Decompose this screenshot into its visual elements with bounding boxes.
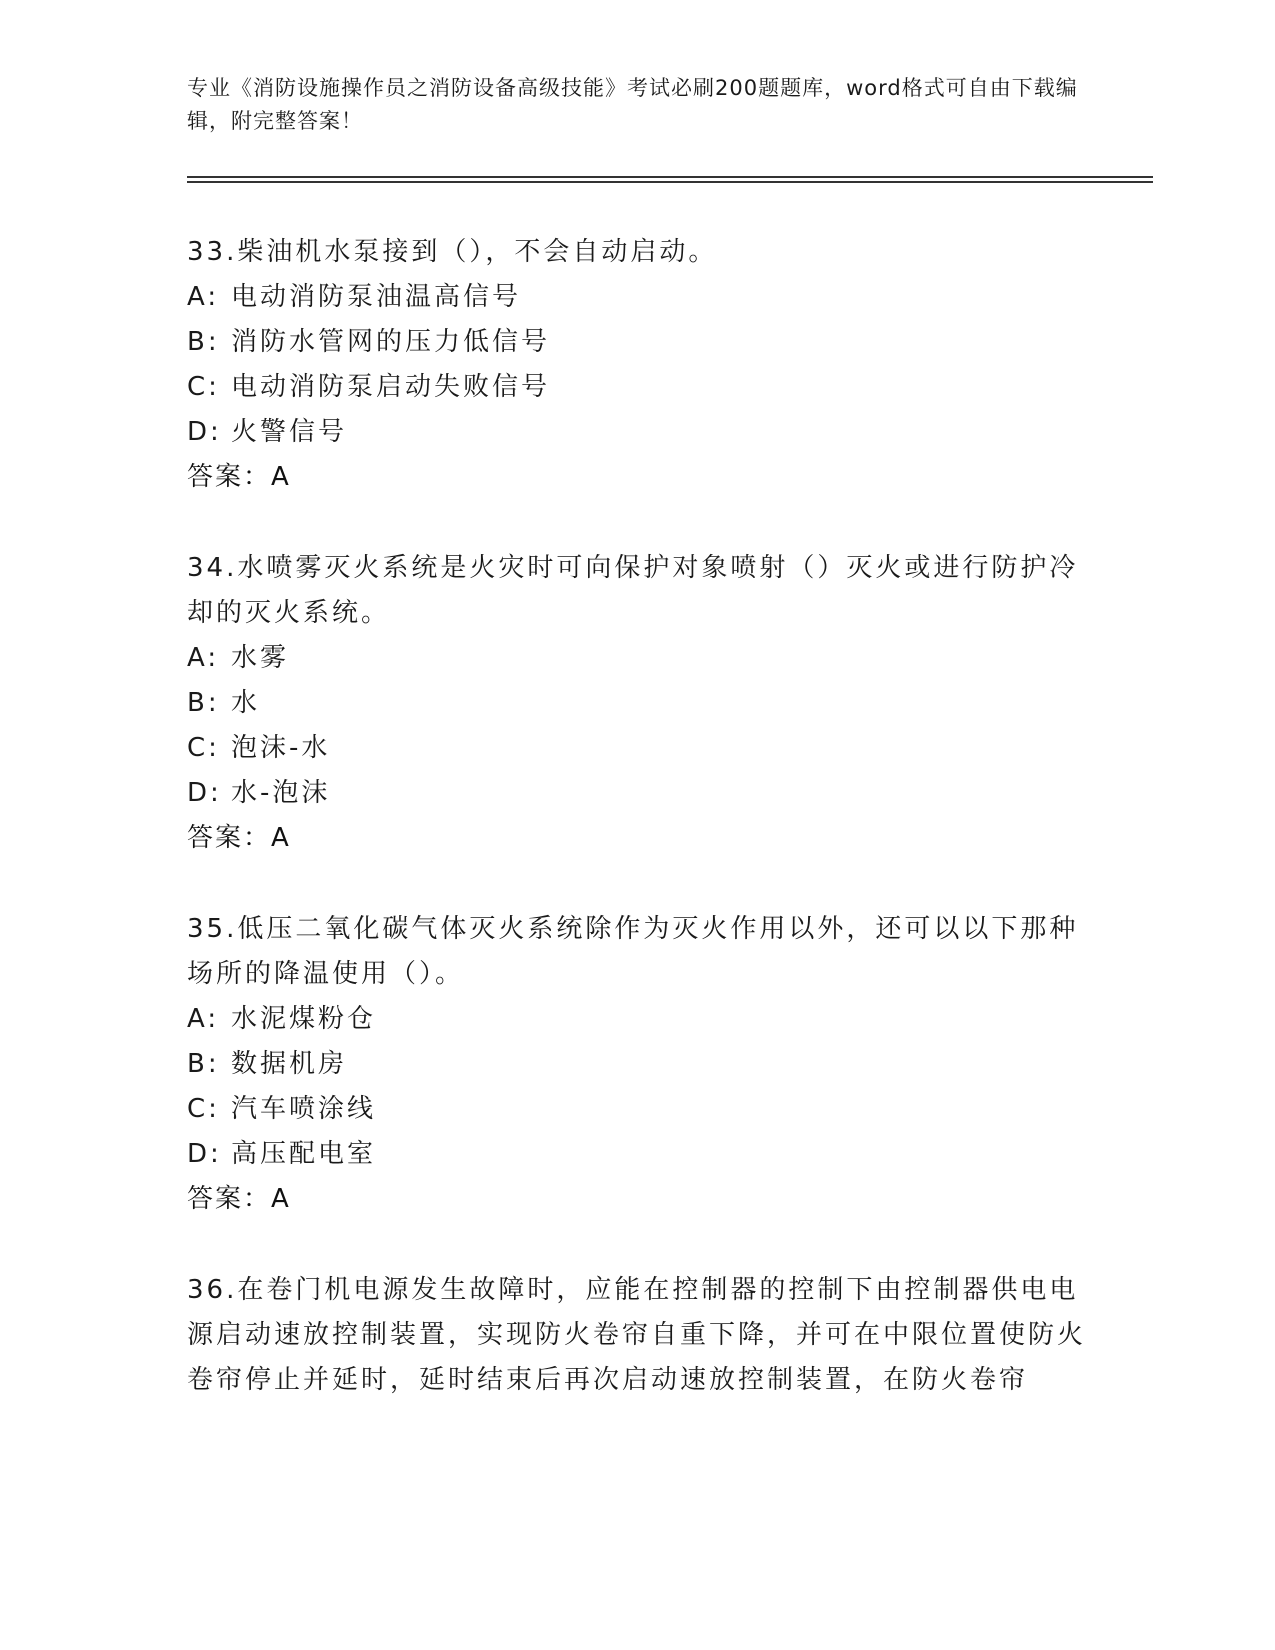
option-a — [187, 636, 1087, 681]
question-36 — [187, 1268, 1087, 1403]
option-text: 消防水管网的压力低信号 — [231, 327, 551, 357]
document-header: 专业《消防设施操作员之消防设备高级技能》考试必刷200题题库，word格式可自由下载编辑，附完整答案！ — [187, 76, 1078, 133]
question-stem: 33.柴油机水泵接到（），不会自动启动。 — [187, 237, 718, 267]
question-33 — [187, 230, 1087, 500]
question-34 — [187, 546, 1087, 861]
option-key: D: — [187, 778, 222, 808]
option-c — [187, 726, 1087, 771]
option-a — [187, 275, 1087, 320]
question-stem: 36.在卷门机电源发生故障时，应能在控制器的控制下由控制器供电电源启动速放控制装置，实现防火卷帘自重下降，并可在中限位置使防火卷帘停止并延时，延时结束后再次启动速放控制装置，在防火卷帘 — [187, 1275, 1087, 1395]
option-b — [187, 320, 1087, 365]
question-35 — [187, 907, 1087, 1222]
option-key: A: — [187, 1004, 220, 1034]
option-text: 数据机房 — [231, 1049, 348, 1079]
option-text: 汽车喷涂线 — [231, 1094, 377, 1124]
option-b — [187, 1042, 1087, 1087]
question-list — [187, 230, 1087, 1449]
question-stem: 35.低压二氧化碳气体灭火系统除作为灭火作用以外，还可以以下那种场所的降温使用（）。 — [187, 914, 1079, 989]
option-key: C: — [187, 733, 220, 763]
option-key: A: — [187, 282, 220, 312]
option-d — [187, 410, 1087, 455]
option-key: B: — [187, 1049, 220, 1079]
answer-line: 答案：A — [187, 462, 291, 492]
option-text: 泡沫-水 — [231, 733, 331, 763]
option-key: D: — [187, 417, 222, 447]
option-key: C: — [187, 1094, 220, 1124]
option-text: 火警信号 — [231, 417, 348, 447]
option-c — [187, 365, 1087, 410]
option-text: 水-泡沫 — [231, 778, 331, 808]
option-text: 电动消防泵启动失败信号 — [231, 372, 551, 402]
question-stem: 34.水喷雾灭火系统是火灾时可向保护对象喷射（）灭火或进行防护冷却的灭火系统。 — [187, 553, 1079, 628]
option-c — [187, 1087, 1087, 1132]
option-text: 水雾 — [231, 643, 290, 673]
header-divider-bottom — [187, 181, 1153, 183]
option-text: 水 — [231, 688, 261, 718]
option-d — [187, 1132, 1087, 1177]
header-divider-top — [187, 176, 1153, 178]
option-text: 电动消防泵油温高信号 — [231, 282, 522, 312]
option-key: C: — [187, 372, 220, 402]
option-text: 高压配电室 — [231, 1139, 377, 1169]
option-b — [187, 681, 1087, 726]
option-key: D: — [187, 1139, 222, 1169]
option-d — [187, 771, 1087, 816]
option-key: B: — [187, 327, 220, 357]
option-key: A: — [187, 643, 220, 673]
answer-line: 答案：A — [187, 1184, 291, 1214]
option-key: B: — [187, 688, 220, 718]
answer-line: 答案：A — [187, 823, 291, 853]
option-a — [187, 997, 1087, 1042]
option-text: 水泥煤粉仓 — [231, 1004, 377, 1034]
